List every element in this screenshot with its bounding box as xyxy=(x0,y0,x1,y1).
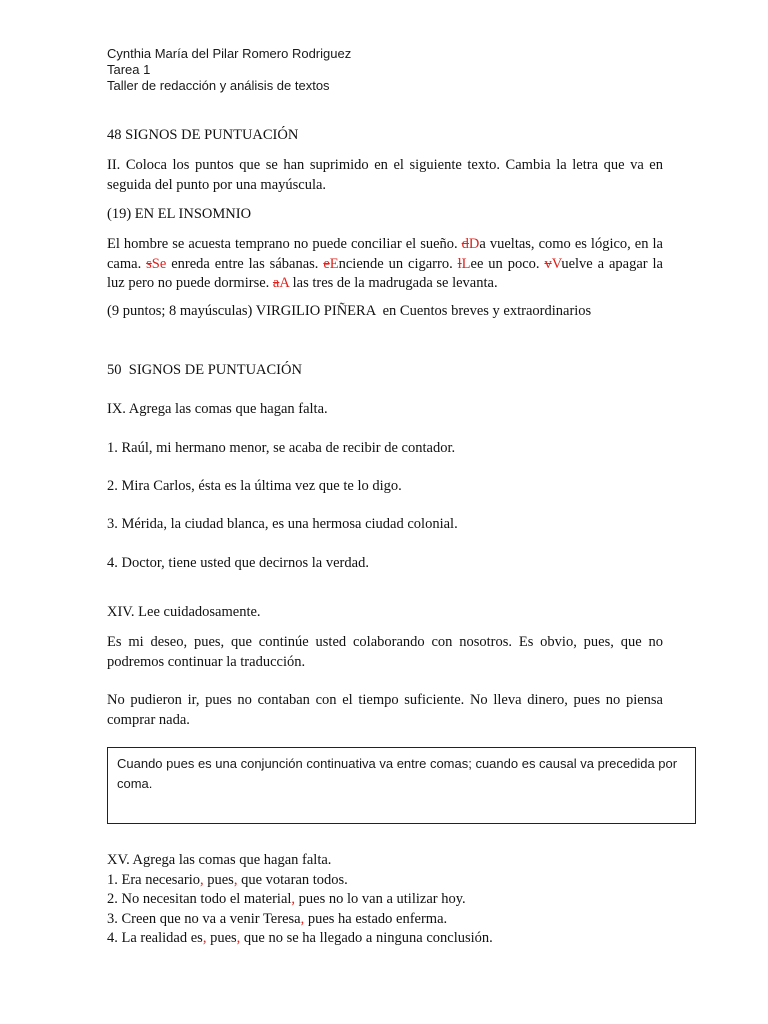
text-segment: El hombre se acuesta temprano no puede conciliar el sueño. xyxy=(107,236,462,252)
section-50-instruction: IX. Agrega las comas que hagan falta. xyxy=(107,401,328,417)
text-segment: 4. La realidad es xyxy=(107,930,203,946)
inserted-letter: L xyxy=(461,255,471,272)
added-comma: , xyxy=(202,930,207,946)
list-item xyxy=(107,910,493,930)
inserted-letter: V xyxy=(551,255,562,272)
text-segment: pues ha estado enferma. xyxy=(304,910,448,927)
deleted-letter: d xyxy=(461,236,469,252)
section-48-instruction: II. Coloca los puntos que se han suprimido en el siguiente texto. Cambia la letra que va en seguida del punto por una mayúscula. xyxy=(107,157,663,193)
text-segment: enreda entre las sábanas. xyxy=(166,255,324,272)
text-segment: pues no lo van a utilizar hoy. xyxy=(295,891,466,907)
section-48-title: 48 SIGNOS DE PUNTUACIÓN xyxy=(107,127,299,143)
inserted-letter: Se xyxy=(151,255,167,272)
inserted-letter: A xyxy=(279,275,290,291)
list-item: 3. Mérida, la ciudad blanca, es una hermosa ciudad colonial. xyxy=(107,516,458,532)
added-comma: , xyxy=(200,871,204,888)
note-box xyxy=(107,747,696,824)
text-segment: 3. Creen que no va a venir Teresa xyxy=(107,910,301,927)
example-paragraph: Es mi deseo, pues, que continúe usted colaborando con nosotros. Es obvio, pues, que no podremos continuar la traducción. xyxy=(107,634,663,670)
text-segment: pues xyxy=(203,871,234,888)
note-text: Cuando pues es una conjunción continuativa va entre comas; cuando es causal va precedida por coma. xyxy=(117,756,678,791)
deleted-letter: v xyxy=(544,255,552,272)
section-50-title: 50 SIGNOS DE PUNTUACIÓN xyxy=(107,362,302,378)
text-title: (19) EN EL INSOMNIO xyxy=(107,206,252,222)
added-comma: , xyxy=(233,871,238,888)
deleted-letter: s xyxy=(146,255,152,272)
course-name: Taller de redacción y análisis de textos xyxy=(107,78,330,93)
section-xiv-title: XIV. Lee cuidadosamente. xyxy=(107,604,261,620)
added-comma: , xyxy=(236,930,241,946)
inserted-letter: E xyxy=(329,255,339,272)
list-item: 2. Mira Carlos, ésta es la última vez que te lo digo. xyxy=(107,478,402,494)
list-item: 1. Raúl, mi hermano menor, se acaba de recibir de contador. xyxy=(107,440,456,456)
corrected-paragraph xyxy=(107,235,663,294)
section-xv-title: XV. Agrega las comas que hagan falta. xyxy=(107,852,332,868)
text-segment: pues xyxy=(206,930,237,946)
list-item xyxy=(107,929,493,949)
added-comma: , xyxy=(300,910,305,927)
deleted-letter: a xyxy=(272,275,280,291)
deleted-letter: e xyxy=(323,255,330,272)
text-segment: las tres de la madrugada se levanta. xyxy=(289,275,498,291)
text-segment: nciende un cigarro. xyxy=(338,255,458,272)
text-segment: que no se ha llegado a ninguna conclusión. xyxy=(240,930,493,946)
inserted-letter: D xyxy=(468,236,480,252)
text-segment: 2. No necesitan todo el material xyxy=(107,891,292,907)
added-comma: , xyxy=(291,891,296,907)
text-segment: ee un poco. xyxy=(470,255,545,272)
section-xv xyxy=(107,851,493,949)
text-segment: 1. Era necesario xyxy=(107,871,200,888)
list-item: 4. Doctor, tiene usted que decirnos la verdad. xyxy=(107,555,369,571)
text-credit: (9 puntos; 8 mayúsculas) VIRGILIO PIÑERA en Cuentos breves y extraordinarios xyxy=(107,303,592,319)
example-paragraph: No pudieron ir, pues no contaban con el tiempo suficiente. No lleva dinero, pues no piensa comprar nada. xyxy=(107,692,663,728)
document-header xyxy=(107,46,351,94)
author-name: Cynthia María del Pilar Romero Rodriguez xyxy=(107,46,352,61)
text-segment: a vueltas, como es lógico, en la cama. xyxy=(107,236,663,272)
list-item xyxy=(107,890,493,910)
task-label: Tarea 1 xyxy=(107,62,151,77)
text-segment: que votaran todos. xyxy=(237,871,348,888)
text-segment: uelve a apagar la luz pero no puede dormirse. xyxy=(107,255,663,291)
list-item xyxy=(107,871,493,891)
deleted-letter: l xyxy=(457,255,462,272)
